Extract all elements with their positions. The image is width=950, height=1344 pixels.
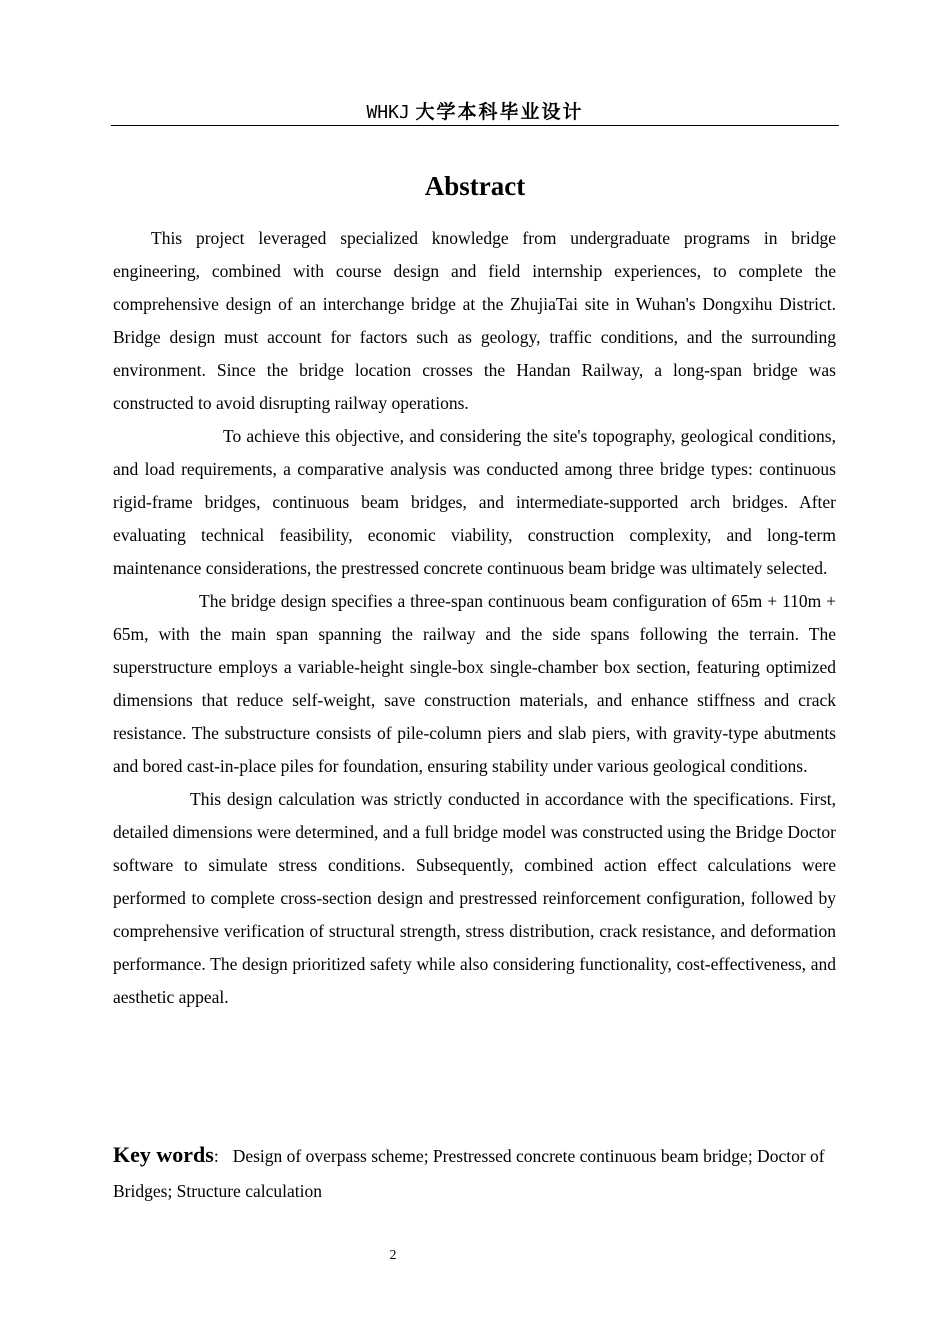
keywords-label: Key words bbox=[113, 1142, 214, 1167]
header-title-cn: 大学本科毕业设计 bbox=[415, 101, 584, 123]
abstract-title: Abstract bbox=[424, 171, 526, 201]
abstract-paragraph-2: To achieve this objective, and considering the site's topography, geological conditions, and load requirements, a comparative analysis was conducted among three bridge types: continuous rigid-frame bridges, continuous beam bridges, and intermediate-supported arch bridges. After evaluating technical feasibility, economic viability, construction complexity, and long-term maintenance considerations, the prestressed concrete continuous beam bridge was ultimately selected. bbox=[113, 426, 836, 578]
keywords-colon: : bbox=[213, 1146, 219, 1166]
abstract-paragraph-3: The bridge design specifies a three-span continuous beam configuration of 65m + 110m + 65m, with the main span spanning the railway and the side spans following the terrain. The superstructure employs a variable-height single-box single-chamber box section, featuring optimized dimensions that reduce self-weight, save construction materials, and enhance stiffness and crack resistance. The substructure consists of pile-column piers and slab piers, with gravity-type abutments and bored cast-in-place piles for foundation, ensuring stability under various geological conditions. bbox=[113, 591, 836, 776]
abstract-paragraph-4: This design calculation was strictly conducted in accordance with the specifications. First, detailed dimensions were determined, and a full bridge model was constructed using the Bridge Doctor software to simulate stress conditions. Subsequently, combined action effect calculations were performed to complete cross-section design and prestressed reinforcement configuration, followed by comprehensive verification of structural strength, stress distribution, crack resistance, and deformation performance. The design prioritized safety while also considering functionality, cost-effectiveness, and aesthetic appeal. bbox=[113, 789, 836, 1007]
keywords-section bbox=[113, 1137, 836, 1209]
abstract-paragraph-1: This project leveraged specialized knowledge from undergraduate programs in bridge engineering, combined with course design and field internship experiences, to complete the comprehensive design of an interchange bridge at the ZhujiaTai site in Wuhan's Dongxihu District. Bridge design must account for factors such as geology, traffic conditions, and the surrounding environment. Since the bridge location crosses the Handan Railway, a long-span bridge was constructed to avoid disrupting railway operations. bbox=[113, 228, 836, 413]
abstract-body bbox=[113, 222, 836, 1014]
header-text bbox=[366, 97, 583, 124]
keywords-list: Design of overpass scheme; Prestressed concrete continuous beam bridge; Doctor of Bridges; Structure calculation bbox=[113, 1146, 825, 1201]
page-number: 2 bbox=[389, 1248, 397, 1263]
header-code: WHKJ bbox=[366, 102, 410, 123]
page-header bbox=[111, 92, 839, 126]
